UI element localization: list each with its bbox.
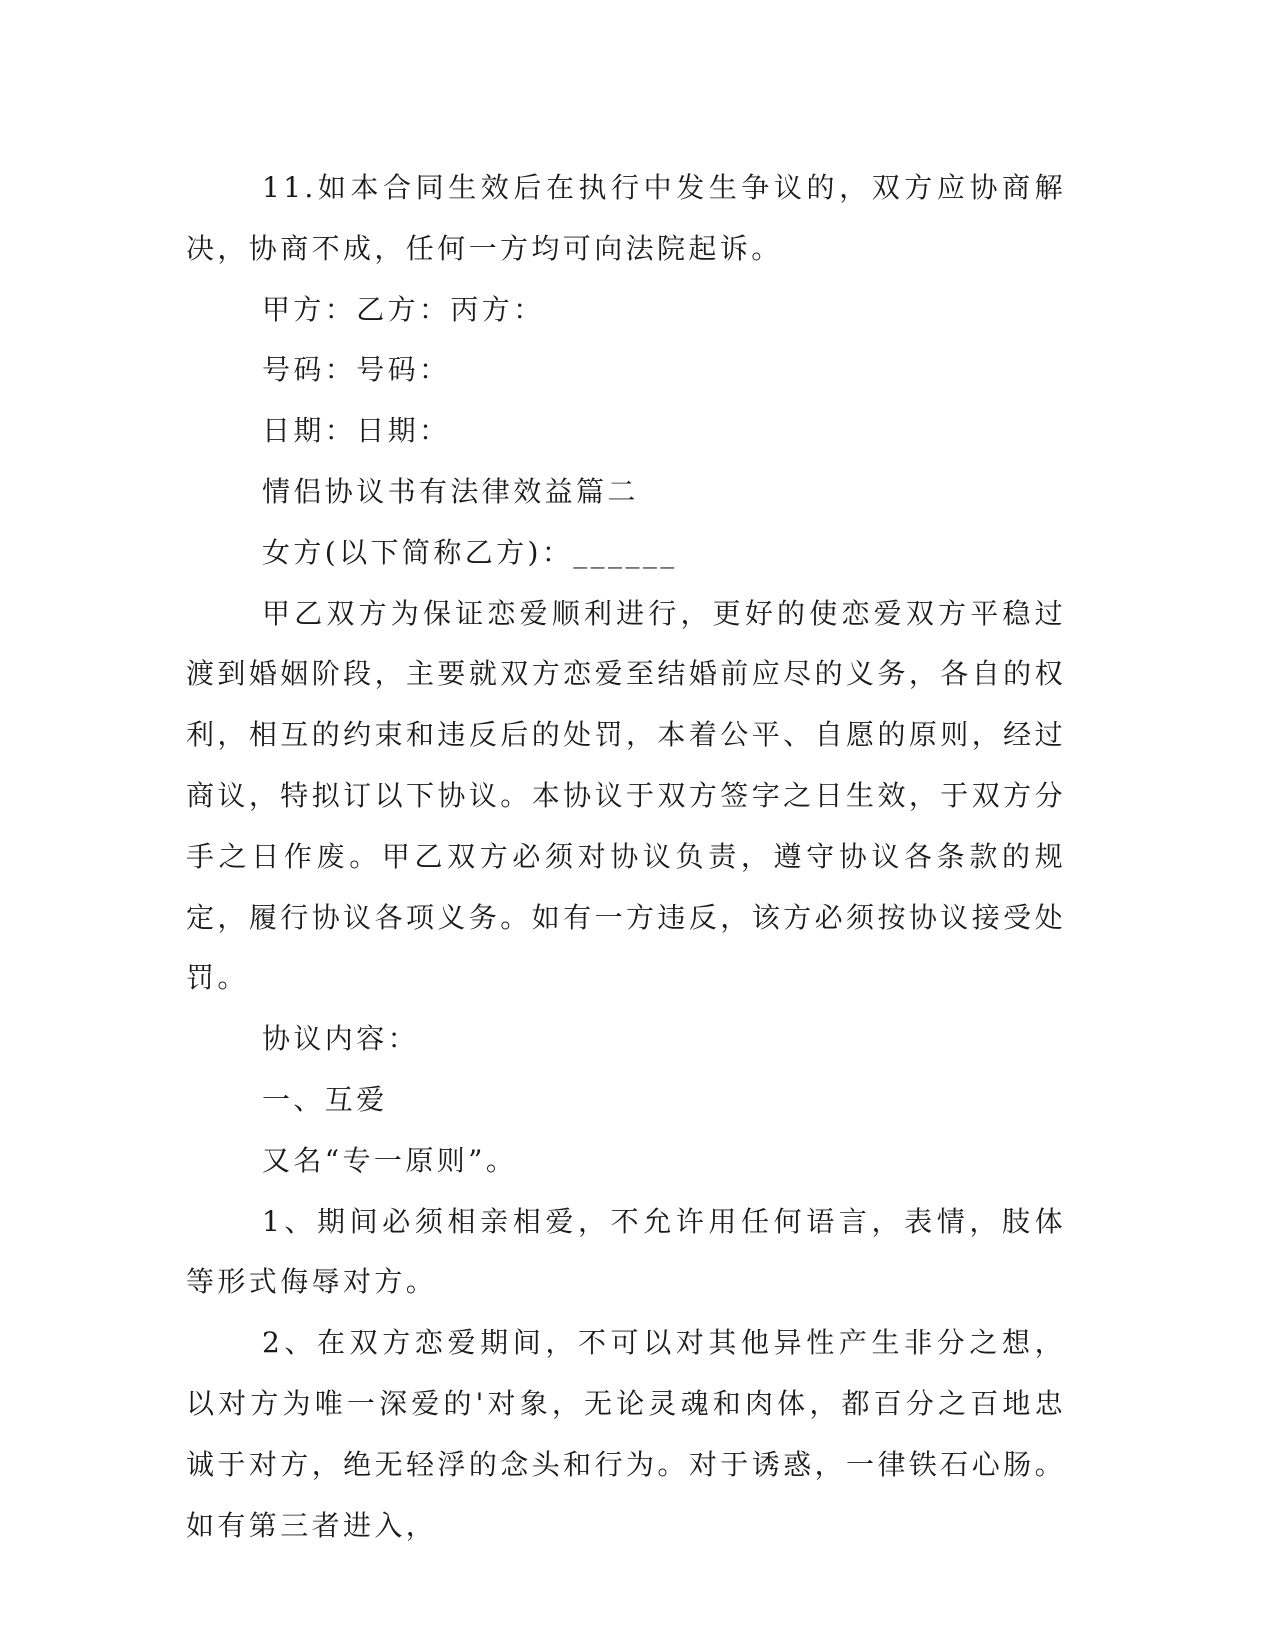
paragraph-dispute-clause: 11.如本合同生效后在执行中发生争议的，双方应协商解决，协商不成，任何一方均可向法院起诉。 — [186, 171, 1066, 265]
document-body — [186, 158, 1066, 1556]
paragraph-mutual-love-heading: 一、互爱 — [262, 1082, 388, 1116]
paragraph-agreement-content-heading: 协议内容： — [262, 1022, 420, 1056]
paragraph-clause-1: 1、期间必须相亲相爱，不允许用任何语言，表情，肢体等形式侮辱对方。 — [186, 1204, 1066, 1299]
paragraph-alias: 又名“专一原则”。 — [262, 1143, 518, 1177]
paragraph-phone-numbers: 号码：号码： — [262, 353, 451, 387]
paragraph-party-signatures: 甲方：乙方：丙方： — [262, 292, 545, 326]
paragraph-clause-2: 2、在双方恋爱期间，不可以对其他异性产生非分之想，以对方为唯一深爱的'对象，无论灵魂和肉体，都百分之百地忠诚于对方，绝无轻浮的念头和行为。对于诱惑，一律铁石心肠。如有第三者进入， — [186, 1326, 1066, 1542]
section-title: 情侣协议书有法律效益篇二 — [262, 474, 639, 508]
paragraph-female-party: 女方(以下简称乙方)：______ — [262, 535, 678, 569]
paragraph-preamble: 甲乙双方为保证恋爱顺利进行，更好的使恋爱双方平稳过渡到婚姻阶段，主要就双方恋爱至结婚前应尽的义务，各自的权利，相互的约束和违反后的处罚，本着公平、自愿的原则，经过商议，特拟订以下协议。本协议于双方签字之日生效，于双方分手之日作废。甲乙双方必须对协议负责，遵守协议各条款的规定，履行协议各项义务。如有一方违反，该方必须按协议接受处罚。 — [186, 596, 1066, 995]
paragraph-dates: 日期：日期： — [262, 414, 451, 448]
